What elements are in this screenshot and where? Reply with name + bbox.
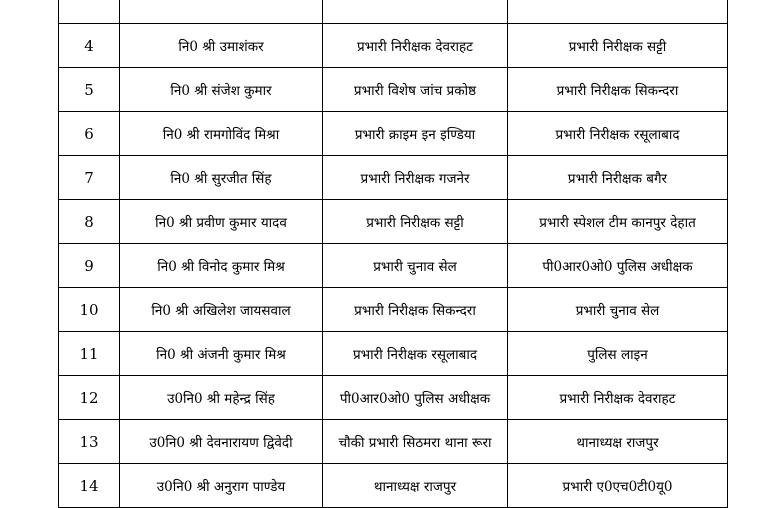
new-post-cell: प्रभारी निरीक्षक सिकन्दरा: [508, 68, 728, 112]
new-post-cell: प्रभारी निरीक्षक बगैर: [508, 156, 728, 200]
serial-number-cell: 14: [59, 464, 120, 508]
officer-name-cell: उ0नि0 श्री अनुराग पाण्डेय: [120, 464, 323, 508]
current-post-cell: प्रभारी क्राइम इन इण्डिया: [323, 112, 508, 156]
serial-number-cell: [59, 0, 120, 24]
new-post-cell: थानाध्यक्ष राजपुर: [508, 420, 728, 464]
officer-name-cell: नि0 श्री रामगोविंद मिश्रा: [120, 112, 323, 156]
current-post-cell: प्रभारी निरीक्षक सिकन्दरा: [323, 288, 508, 332]
current-post-cell: प्रभारी निरीक्षक गजनेर: [323, 156, 508, 200]
serial-number-cell: 12: [59, 376, 120, 420]
table-row: [59, 376, 728, 420]
serial-number-cell: 13: [59, 420, 120, 464]
current-post-cell: प्रभारी चुनाव सेल: [323, 244, 508, 288]
officer-name-cell: नि0 श्री प्रवीण कुमार यादव: [120, 200, 323, 244]
serial-number-cell: 7: [59, 156, 120, 200]
table-row: [59, 464, 728, 508]
serial-number-cell: 5: [59, 68, 120, 112]
serial-number-cell: 9: [59, 244, 120, 288]
table-row: [59, 24, 728, 68]
new-post-cell: पी0आर0ओ0 पुलिस अधीक्षक: [508, 244, 728, 288]
new-post-cell: प्रभारी निरीक्षक सट्टी: [508, 24, 728, 68]
current-post-cell: थानाध्यक्ष राजपुर: [323, 464, 508, 508]
new-post-cell: प्रभारी ए0एच0टी0यू0: [508, 464, 728, 508]
new-post-cell: प्रभारी स्पेशल टीम कानपुर देहात: [508, 200, 728, 244]
current-post-cell: प्रभारी विशेष जांच प्रकोष्ठ: [323, 68, 508, 112]
current-post-cell: प्रभारी निरीक्षक रसूलाबाद: [323, 332, 508, 376]
table-row: [59, 244, 728, 288]
officer-name-cell: उ0नि0 श्री देवनारायण द्विवेदी: [120, 420, 323, 464]
table-row: [59, 332, 728, 376]
officer-name-cell: नि0 श्री अंजनी कुमार मिश्र: [120, 332, 323, 376]
officer-name-cell: नि0 श्री संजेश कुमार: [120, 68, 323, 112]
new-post-cell: [508, 0, 728, 24]
new-post-cell: प्रभारी निरीक्षक देवराहट: [508, 376, 728, 420]
table-row: [59, 288, 728, 332]
transfer-table: [58, 0, 728, 508]
transfer-table-body: [59, 0, 728, 508]
current-post-cell: प्रभारी निरीक्षक सट्टी: [323, 200, 508, 244]
table-row: [59, 200, 728, 244]
new-post-cell: प्रभारी निरीक्षक रसूलाबाद: [508, 112, 728, 156]
officer-name-cell: नि0 श्री उमाशंकर: [120, 24, 323, 68]
serial-number-cell: 6: [59, 112, 120, 156]
officer-name-cell: नि0 श्री सुरजीत सिंह: [120, 156, 323, 200]
table-row: [59, 0, 728, 24]
table-row: [59, 112, 728, 156]
officer-name-cell: उ0नि0 श्री महेन्द्र सिंह: [120, 376, 323, 420]
table-row: [59, 156, 728, 200]
current-post-cell: चौकी प्रभारी सिठमरा थाना रूरा: [323, 420, 508, 464]
new-post-cell: प्रभारी चुनाव सेल: [508, 288, 728, 332]
current-post-cell: [323, 0, 508, 24]
serial-number-cell: 8: [59, 200, 120, 244]
serial-number-cell: 11: [59, 332, 120, 376]
officer-name-cell: नि0 श्री अखिलेश जायसवाल: [120, 288, 323, 332]
current-post-cell: पी0आर0ओ0 पुलिस अधीक्षक: [323, 376, 508, 420]
serial-number-cell: 10: [59, 288, 120, 332]
serial-number-cell: 4: [59, 24, 120, 68]
table-row: [59, 420, 728, 464]
officer-name-cell: [120, 0, 323, 24]
new-post-cell: पुलिस लाइन: [508, 332, 728, 376]
current-post-cell: प्रभारी निरीक्षक देवराहट: [323, 24, 508, 68]
table-row: [59, 68, 728, 112]
officer-name-cell: नि0 श्री विनोद कुमार मिश्र: [120, 244, 323, 288]
